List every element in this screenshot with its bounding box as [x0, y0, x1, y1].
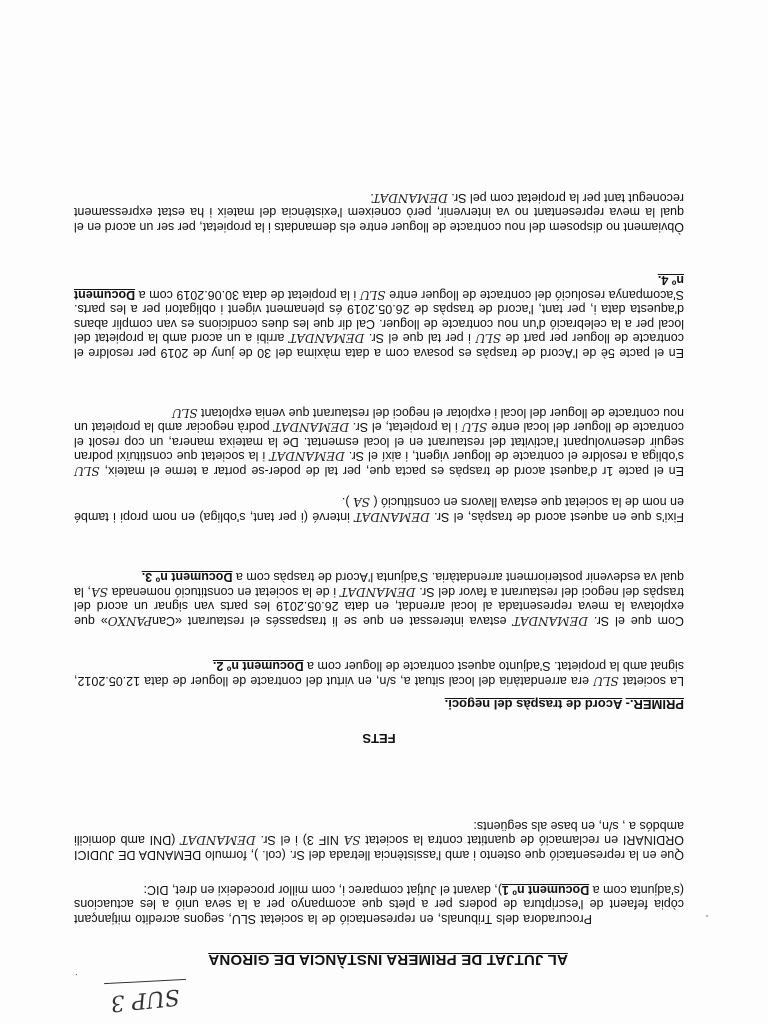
paragraph-6: Òbviament no disposem del nou contracte de lloguer entre els demandats i la propietat, per ser un acord en el qual la meva representant no va intervenir, però coneixem l'existència del mateix i ha estat expressament reconegut tant per la propietat com pel Sr. DEMANDAT.: [74, 190, 684, 234]
section-heading: PRIMER.- Acord de traspàs del negoci.: [444, 697, 684, 712]
document-ref: Document nº 2.: [212, 659, 304, 674]
paragraph-4: En el pacte 1r d'aquest acord de traspàs es pacta que, per tal de poder-se portar a terme el mateix, SLU s'obliga a resoldre el contracte de lloguer vigent, i així el Sr. DEMANDAT i la societat que constituïxi podran seguir desenvolupant l'activitat del restaurant en el local esmentat. De la mateixa manera, un cop resolt el contracte de lloguer del local entre SLU i la propietat, el Sr. DEMANDAT podrà negociar amb la propietat un nou contracte de lloguer del local i explotar el negoci del restaurant que venia explotant SLU: [73, 405, 684, 478]
margin-mark: ': [706, 907, 708, 918]
claim-paragraph: Que en la representació que ostento i amb l'assistència lletrada del Sr. (col. ), formulo DEMANDA DE JUDICI ORDINARI en reclamació de quantitat contra la societat SA NIF 3) i el Sr. DEMANDAT (DNI amb domicili ambdós a , s/n, en base als següents:: [74, 818, 684, 862]
paragraph-5: En el pacte 5è de l'Acord de traspàs es posava com a data màxima del 30 de juny de 2019 per resoldre el contracte de lloguer per part de SLU i per tal que el Sr. DEMANDAT arribi a un acord amb la propietat del local per a la celebració d'un nou contracte de lloguer. Cal dir que les dues condicions es van complir abans d'aquesta data i, per tant, l'acord de traspàs de 26.05.2019 és plenament vigent i obligatori per a les parts. S'acompanya resolució del contracte de lloguer entre SLU i la propietat de data 30.06.2019 com a Document nº 4.: [73, 273, 684, 360]
document-ref: Document nº 3.: [141, 570, 233, 585]
document-ref: Document nº 1: [501, 882, 590, 897]
paragraph-1: La societat SLU era arrendatària del local situat a, s/n, en virtut del contracte de lloguer de data 12.05.2012, signat amb la propietat. S'adjunto aquest contracte de lloguer com a Document nº 2.: [74, 659, 684, 688]
handwritten-company-type: SA: [343, 833, 361, 848]
paragraph-3: Fixi's que en aquest acord de traspàs, el Sr. DEMANDAT intervé (i per tant, s'obliga) en nom propi i també en nom de la societat que estava llavors en constitució ( SA ).: [74, 495, 684, 524]
facts-heading: FETS: [362, 731, 396, 746]
intro-paragraph: Procuradora dels Tribunals, en representació de la societat SLU, segons acredito mitjançant còpia fefaent de l'escriptura de poders per a plets que acompanyo per a la seva unió a les actuacions (s'adjunta com a Document nº 1), davant el Jutjat comparec i, com millor procedeixi en dret, DIC:: [74, 882, 684, 926]
document-ref: Document nº 4.: [73, 273, 684, 302]
handwritten-stamp: [102, 978, 190, 1016]
margin-mark: ·: [74, 969, 78, 980]
court-heading: AL JUTJAT DE PRIMERA INSTÀNCIA DE GIRONA: [208, 951, 568, 968]
stamp-text: SUP 3: [109, 983, 181, 1016]
handwritten-demandat: DEMANDAT: [180, 833, 256, 848]
paragraph-2: Com que el Sr. DEMANDAT estava interessat en que se li traspassés el restaurant «CanPANXO» que explotava la meva representada al local arrendat, en data 26.05.2019 les parts van signar un acord del traspàs del negoci del restaurant a favor del Sr. DEMANDAT i de la societat en constitució nomenada SA, la qual va esdevenir posteriorment arrendatària. S'adjunta l'Acord de traspàs com a Document nº 3.: [74, 570, 684, 628]
